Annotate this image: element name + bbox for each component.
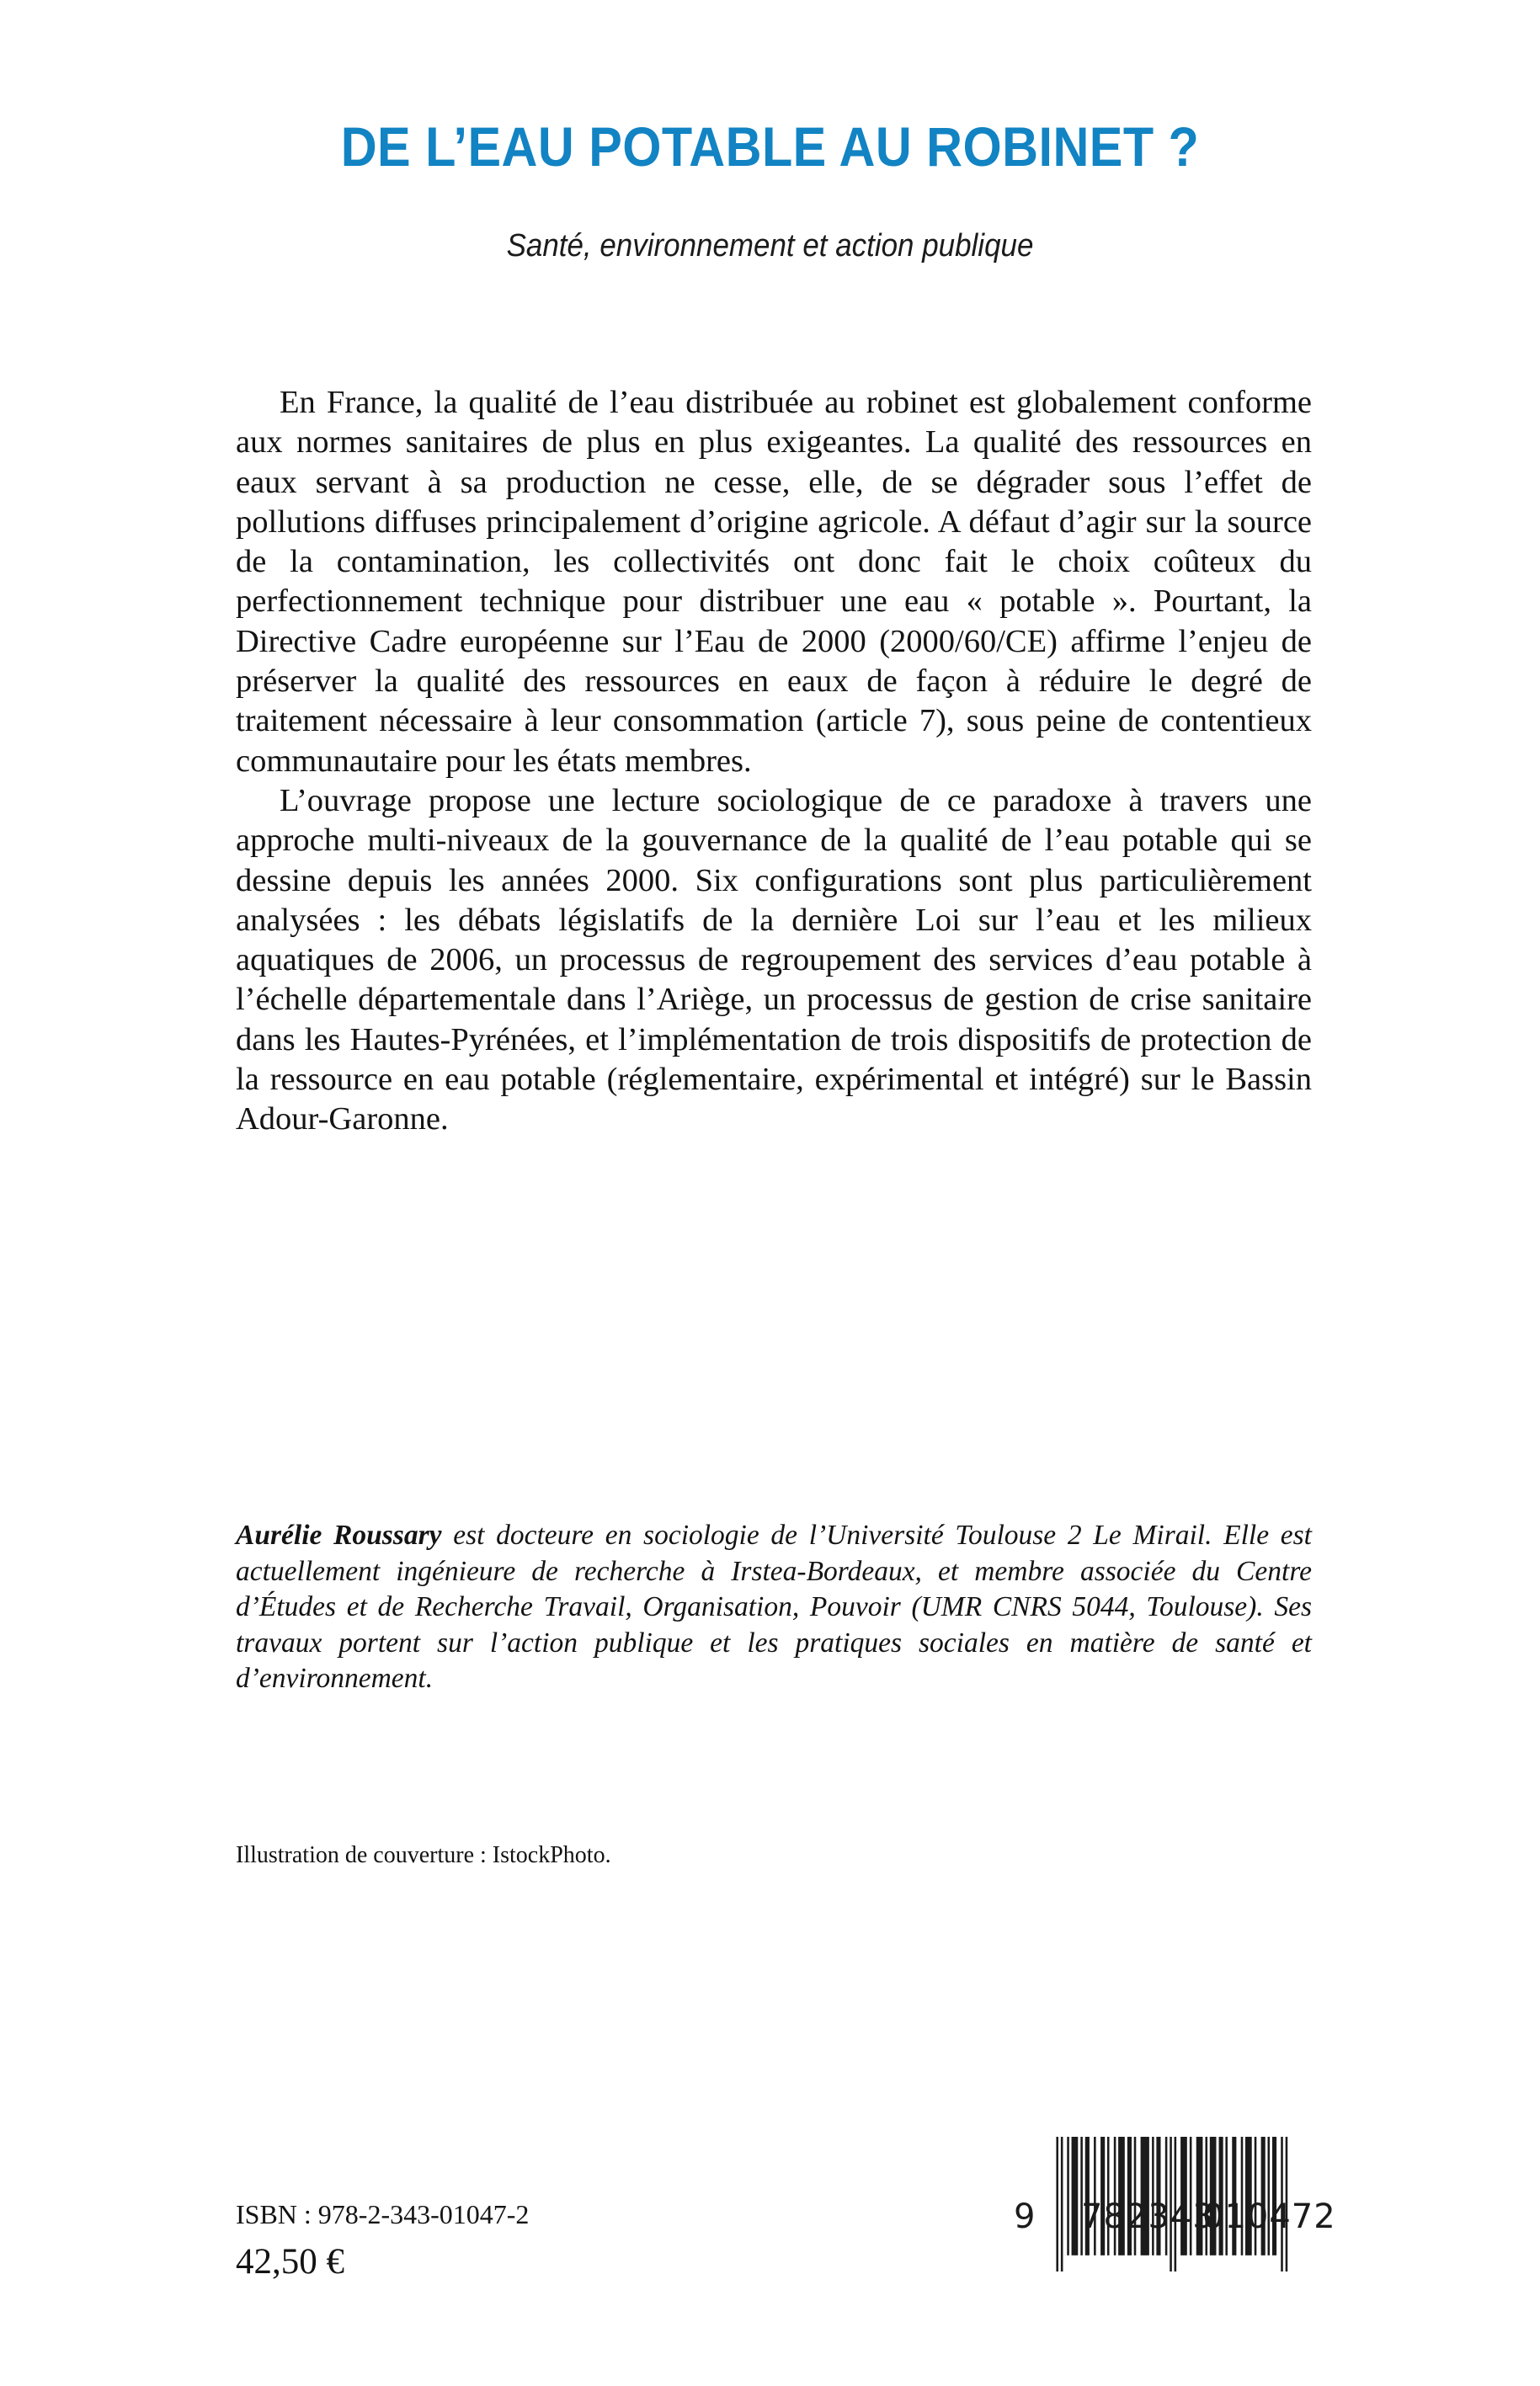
isbn-price-block: [236, 2197, 529, 2286]
page-title: DE L’EAU POTABLE AU ROBINET ?: [340, 115, 1200, 178]
author-bio-paragraph: [236, 1518, 1312, 1697]
blurb-paragraph-2: L’ouvrage propose une lecture sociologique de ce paradoxe à travers une approche multi-niveaux de la gouvernance de la qualité de l’eau potable qui se dessine depuis les années 2000. Six configurations sont plus particulièrement analysées : les débats législatifs de la dernière Loi sur l’eau et les milieux aquatiques de 2006, un processus de regroupement des services d’eau potable à l’échelle départementale dans l’Ariège, un processus de gestion de crise sanitaire dans les Hautes-Pyrénées, et l’implémentation de trois dispositifs de protection de la ressource en eau potable (réglementaire, expérimental et intégré) sur le Bassin Adour-Garonne.: [236, 782, 1312, 1137]
barcode-lead-digit: 9: [1014, 2197, 1036, 2236]
author-bio-text: est docteure en sociologie de l’Université Toulouse 2 Le Mirail. Elle est actuellement ingénieure de recherche à Irstea-Bordeaux, et membre associée du Centre d’Études et de Recherche Travail, Organisation, Pouvoir (UMR CNRS 5044, Toulouse). Ses travaux portent sur l’action publique et les pratiques sociales en matière de santé et d’environnement.: [236, 1520, 1312, 1694]
barcode-right-group: 010472: [1202, 2197, 1336, 2236]
barcode-left-group: 782343: [1081, 2197, 1215, 2236]
blurb-section: [236, 383, 1312, 1140]
isbn-text: ISBN : 978-2-343-01047-2: [236, 2199, 530, 2229]
price-text: 42,50 €: [236, 2242, 344, 2282]
page-subtitle: Santé, environnement et action publique: [506, 228, 1034, 264]
blurb-paragraph-1: En France, la qualité de l’eau distribuée au robinet est globalement conforme aux normes sanitaires de plus en plus exigeantes. La qualité des ressources en eaux servant à sa production ne cesse, elle, de se dégrader sous l’effet de pollutions diffuses principalement d’origine agricole. A défaut d’agir sur la source de la contamination, les collectivités ont donc fait le choix coûteux du perfectionnement technique pour distribuer une eau « potable ». Pourtant, la Directive Cadre européenne sur l’Eau de 2000 (2000/60/CE) affirme l’enjeu de préserver la qualité des ressources en eaux de façon à réduire le degré de traitement nécessaire à leur consommation (article 7), sous peine de contentieux communautaire pour les états membres.: [236, 385, 1312, 779]
barcode: [1014, 2137, 1336, 2236]
title-block: [0, 115, 1540, 264]
author-name: Aurélie Roussary: [236, 1520, 442, 1551]
illustration-credit: Illustration de couverture : IstockPhoto.: [236, 1842, 611, 1868]
author-bio-section: [236, 1518, 1312, 1697]
